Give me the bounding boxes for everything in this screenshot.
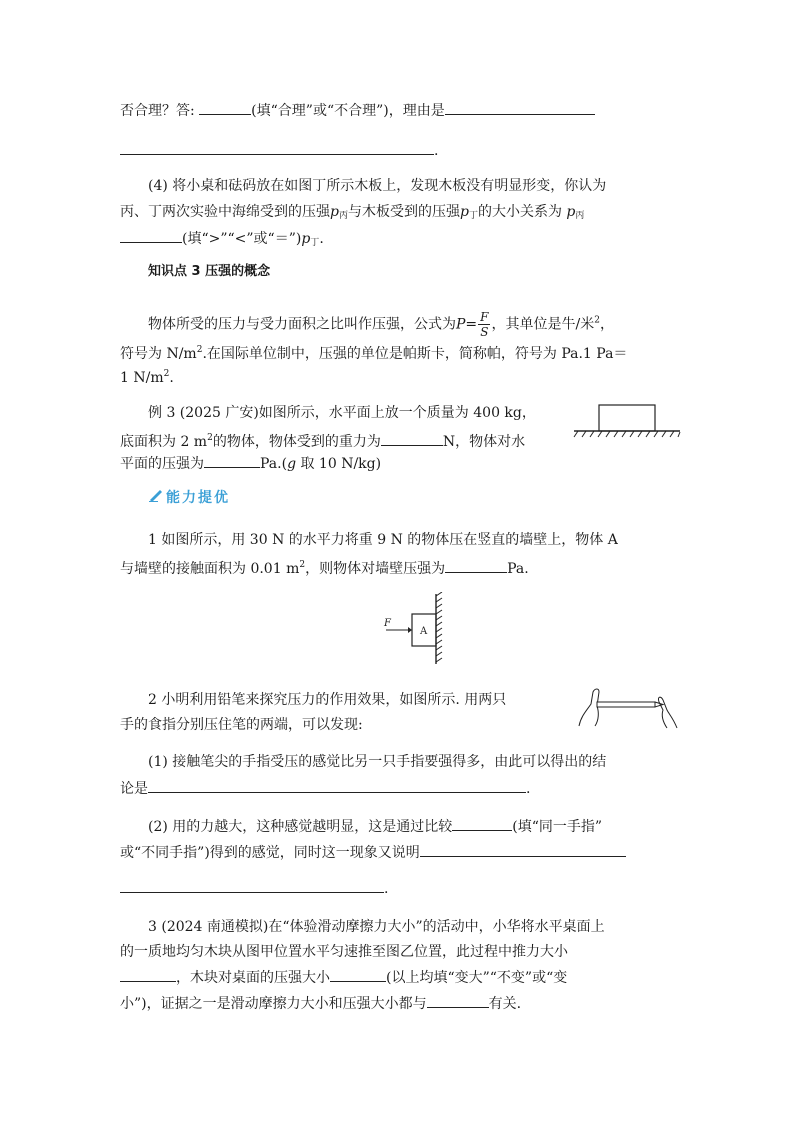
block-on-ground-figure [572, 403, 682, 439]
arrow-head [408, 627, 412, 633]
question-line [148, 690, 506, 710]
text: 2 小明利用铅笔来探究压力的作用效果，如图所示. 用两只 [148, 692, 507, 708]
text: 平面的压强为 [120, 456, 204, 472]
ability-section-title [148, 487, 230, 507]
text: .在国际单位制中，压强的单位是帕斯卡，简称帕，符号为 Pa.1 Pa＝ [202, 346, 628, 362]
question-line [148, 917, 605, 937]
text: (4) 将小桌和砝码放在如图丁所示木板上，发现木板没有明显形变，你认为 [148, 178, 607, 194]
text: (以上均填“变大”“不变”或“变 [386, 970, 568, 986]
text: N，物体对水 [442, 434, 526, 450]
answer-blank[interactable] [445, 558, 507, 573]
question-line [120, 202, 584, 226]
text: 与墙壁的接触面积为 0.01 m [120, 561, 300, 577]
question-line [120, 967, 567, 988]
text: 3 (2024 南通模拟)在“体验滑动摩擦力大小”的活动中，小华将水平桌面上 [148, 919, 605, 935]
answer-blank[interactable] [420, 842, 626, 857]
subscript: 丁 [468, 211, 478, 221]
text: 否合理？答: [120, 103, 200, 119]
paragraph-line [120, 340, 627, 364]
text: 论是 [120, 781, 148, 797]
question-line [120, 778, 530, 799]
superscript: 2 [163, 369, 170, 379]
question-line [148, 176, 606, 196]
block [599, 405, 655, 431]
force-label: F [384, 618, 391, 629]
paragraph-line [120, 364, 174, 388]
text: 与木板受到的压强 [347, 204, 460, 220]
denominator: S [480, 325, 489, 339]
text: 1 如图所示，用 30 N 的水平力将重 9 N 的物体压在竖直的墙壁上，物体 A [148, 532, 618, 548]
subscript: 丙 [338, 211, 348, 221]
block-label: A [420, 626, 428, 637]
pencil-fingers-figure [573, 686, 683, 732]
question-line [120, 555, 529, 579]
question-line [148, 530, 618, 550]
text: 物体所受的压力与受力面积之比叫作压强，公式为 [148, 316, 456, 333]
superscript: 2 [299, 560, 306, 570]
answer-blank[interactable] [381, 431, 443, 446]
text: (填“>”“<”或“＝”) [182, 231, 302, 247]
text: (填“合理”或“不合理”)，理由是 [251, 103, 445, 119]
section-title-text: 能力提优 [166, 490, 230, 506]
answer-blank[interactable] [427, 993, 489, 1008]
pressure-symbol: p [459, 204, 469, 220]
superscript: 2 [594, 315, 600, 326]
formula-symbol: P [456, 316, 466, 333]
question-line [120, 878, 388, 899]
text: 1 N/m [120, 370, 164, 386]
paragraph-line: 物体所受的压力与受力面积之比叫作压强，公式为P= $\frac{F}{S}$ ，其单位是牛/米$^2$， [148, 310, 614, 339]
question-line: (填“>”“<”或“$=”)p_丁$. [120, 228, 324, 253]
text: 小”)，证据之一是滑动摩擦力大小和压强大小都与 [120, 996, 427, 1012]
question-line [120, 942, 568, 962]
pen-icon [148, 488, 164, 506]
text: = [465, 316, 478, 333]
text: 例 3 (2025 广安)如图所示，水平面上放一个质量为 400 kg， [148, 405, 536, 421]
answer-blank[interactable] [330, 967, 386, 982]
gravity-symbol: g [287, 456, 297, 472]
example-line [120, 428, 525, 452]
question-line [120, 100, 595, 121]
pressure-symbol: p [301, 231, 311, 247]
text: . [384, 881, 389, 897]
ground-hatching [574, 431, 680, 437]
text: 有关. [488, 996, 522, 1012]
superscript: 2 [196, 345, 203, 355]
answer-blank[interactable] [452, 816, 512, 831]
subscript: 丁 [310, 238, 320, 248]
text: Pa.( [260, 456, 288, 472]
text: Pa. [507, 561, 529, 577]
text: (填“同一手指” [512, 819, 603, 835]
answer-blank[interactable] [120, 140, 434, 155]
text: . [526, 781, 531, 797]
superscript: 2 [207, 433, 213, 443]
answer-blank[interactable] [148, 778, 526, 793]
text: ，其单位是牛/米 [491, 316, 595, 333]
text: 或“不同手指”)得到的感觉，同时这一现象又说明 [120, 845, 420, 861]
answer-blank[interactable] [445, 100, 595, 115]
formula-fraction [478, 310, 490, 339]
pressure-symbol: p [330, 204, 339, 220]
question-line [120, 715, 363, 735]
answer-blank[interactable] [199, 100, 251, 115]
text: (2) 用的力越大，这种感觉越明显，这是通过比较 [148, 819, 453, 835]
answer-blank[interactable] [204, 453, 260, 468]
text: ，则物体对墙壁压强为 [305, 561, 446, 577]
text: . [169, 370, 174, 386]
text: 的一质地均匀木块从图甲位置水平匀速推至图乙位置，此过程中推力大小 [120, 944, 568, 960]
text: 符号为 N/m [120, 346, 197, 362]
text: 取 10 N/kg) [296, 456, 382, 472]
example-line [148, 403, 536, 423]
wall-block-figure [380, 592, 450, 666]
example-line [120, 453, 381, 474]
question-line [120, 842, 626, 863]
question-line [148, 752, 606, 772]
text: 手的食指分别压住笔的两端，可以发现: [120, 717, 363, 733]
numerator: F [480, 310, 489, 324]
answer-blank[interactable] [120, 967, 176, 982]
wall-hatching [436, 592, 442, 662]
question-line [120, 993, 521, 1014]
right-hand [658, 697, 677, 728]
question-line [120, 140, 438, 161]
text: ，木块对桌面的压强大小 [176, 970, 330, 986]
text: 丙、丁两次实验中海绵受到的压强 [120, 204, 330, 220]
text: . [434, 143, 439, 159]
pressure-symbol: p [566, 204, 576, 220]
subscript: 丙 [575, 211, 585, 221]
answer-blank[interactable] [120, 228, 182, 243]
text: 的物体，物体受到的重力为 [212, 434, 381, 450]
pencil-body [597, 702, 655, 707]
question-line [148, 816, 602, 837]
answer-blank[interactable] [120, 878, 384, 893]
text: (1) 接触笔尖的手指受压的感觉比另一只手指要强得多，由此可以得出的结 [148, 754, 607, 770]
left-hand [579, 689, 599, 726]
text: 的大小关系为 [477, 204, 562, 220]
text: 底面积为 2 m [120, 434, 208, 450]
section-heading: 知识点 3 压强的概念 [148, 264, 271, 279]
